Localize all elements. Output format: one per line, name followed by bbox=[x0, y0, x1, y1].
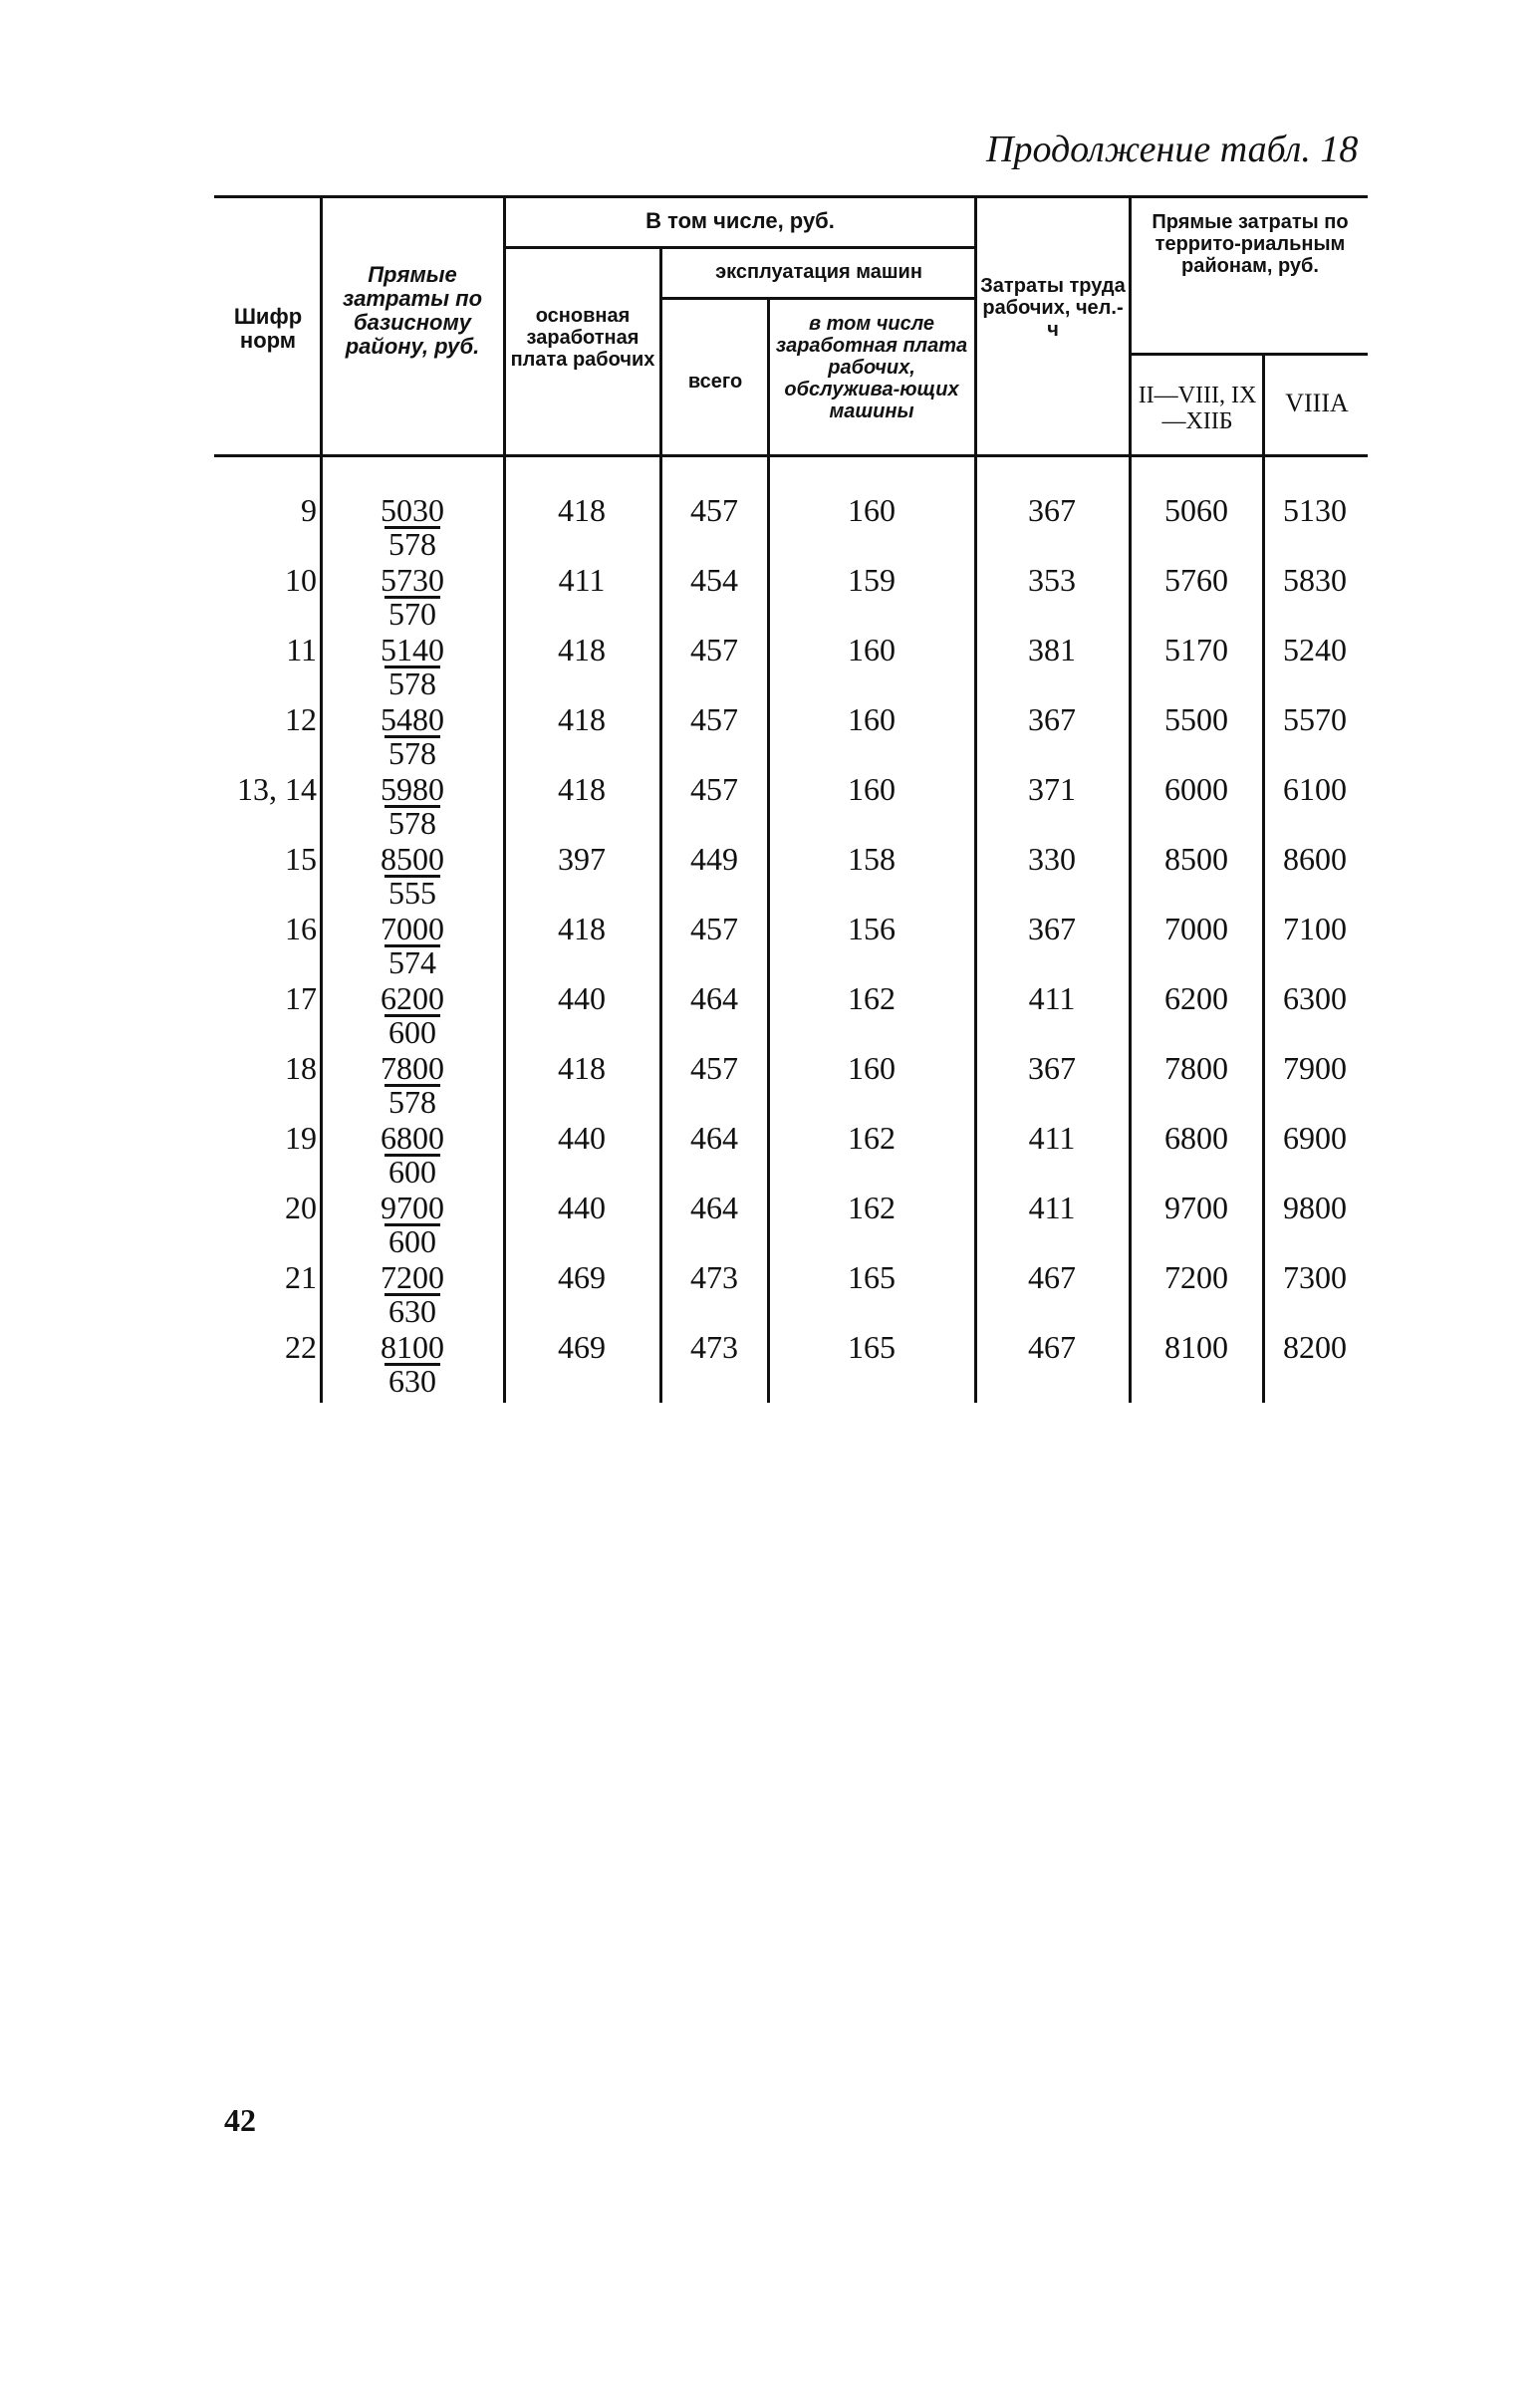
cell-base-fraction bbox=[325, 494, 500, 560]
cell-base-fraction bbox=[325, 634, 500, 699]
cell-code: 11 bbox=[286, 632, 317, 667]
cell-z2: 8200 bbox=[1283, 1329, 1347, 1365]
cell-z1: 6800 bbox=[1164, 1120, 1228, 1156]
cell-code: 20 bbox=[285, 1190, 317, 1225]
cell-base-fraction bbox=[325, 1192, 500, 1257]
cell-incl-wage: 162 bbox=[848, 1120, 896, 1156]
cell-incl-wage: 165 bbox=[848, 1259, 896, 1295]
cell-incl-wage: 162 bbox=[848, 980, 896, 1016]
header-labor: Затраты труда рабочих, чел.-ч bbox=[980, 275, 1126, 341]
cell-base-fraction bbox=[325, 1261, 500, 1327]
cell-code: 18 bbox=[285, 1050, 317, 1086]
base-cost-value: 6200 bbox=[381, 980, 444, 1016]
cell-wage: 418 bbox=[558, 771, 606, 807]
base-sub-value: 578 bbox=[385, 805, 440, 838]
cell-z2: 7900 bbox=[1283, 1050, 1347, 1086]
cell-total: 457 bbox=[690, 492, 738, 528]
cell-incl-wage: 160 bbox=[848, 632, 896, 667]
cell-incl-wage: 160 bbox=[848, 771, 896, 807]
table-top-rule bbox=[214, 195, 1368, 198]
header-incl: В том числе, руб. bbox=[645, 208, 835, 233]
cell-z1: 7000 bbox=[1164, 911, 1228, 946]
cell-z1: 7200 bbox=[1164, 1259, 1228, 1295]
cell-total: 464 bbox=[690, 1190, 738, 1225]
base-cost-value: 5480 bbox=[381, 701, 444, 737]
cell-code: 15 bbox=[285, 841, 317, 877]
cell-labor: 411 bbox=[1028, 980, 1076, 1016]
cell-total: 457 bbox=[690, 771, 738, 807]
base-sub-value: 574 bbox=[385, 944, 440, 977]
header-incl-wage bbox=[771, 313, 972, 422]
cell-z2: 7100 bbox=[1283, 911, 1347, 946]
cell-incl-wage: 162 bbox=[848, 1190, 896, 1225]
cell-z1: 5500 bbox=[1164, 701, 1228, 737]
cell-labor: 467 bbox=[1028, 1329, 1076, 1365]
cell-code: 21 bbox=[285, 1259, 317, 1295]
cell-labor: 411 bbox=[1028, 1120, 1076, 1156]
header-zone1 bbox=[1134, 383, 1261, 434]
cell-code: 10 bbox=[285, 562, 317, 598]
cell-total: 457 bbox=[690, 701, 738, 737]
cell-wage: 418 bbox=[558, 701, 606, 737]
cell-labor: 411 bbox=[1028, 1190, 1076, 1225]
cell-wage: 469 bbox=[558, 1259, 606, 1295]
base-cost-value: 8500 bbox=[381, 841, 444, 877]
cell-base-fraction bbox=[325, 1052, 500, 1118]
cell-labor: 371 bbox=[1028, 771, 1076, 807]
cell-total: 454 bbox=[690, 562, 738, 598]
cell-labor: 367 bbox=[1028, 701, 1076, 737]
cell-z1: 5170 bbox=[1164, 632, 1228, 667]
base-sub-value: 600 bbox=[385, 1223, 440, 1256]
base-cost-value: 5730 bbox=[381, 562, 444, 598]
base-sub-value: 555 bbox=[385, 875, 440, 908]
cell-wage: 418 bbox=[558, 492, 606, 528]
cell-base-fraction bbox=[325, 1331, 500, 1397]
base-cost-value: 5140 bbox=[381, 632, 444, 667]
base-sub-value: 570 bbox=[385, 596, 440, 629]
cell-labor: 330 bbox=[1028, 841, 1076, 877]
cell-z2: 6100 bbox=[1283, 771, 1347, 807]
base-cost-value: 7800 bbox=[381, 1050, 444, 1086]
header-bottom-rule bbox=[214, 454, 1368, 457]
cell-z2: 8600 bbox=[1283, 841, 1347, 877]
cell-z1: 6000 bbox=[1164, 771, 1228, 807]
machines-subrule bbox=[660, 297, 976, 300]
base-sub-value: 600 bbox=[385, 1014, 440, 1047]
cell-incl-wage: 159 bbox=[848, 562, 896, 598]
cell-incl-wage: 156 bbox=[848, 911, 896, 946]
cell-z2: 5830 bbox=[1283, 562, 1347, 598]
base-cost-value: 9700 bbox=[381, 1190, 444, 1225]
base-sub-value: 578 bbox=[385, 1084, 440, 1117]
header-wage: основная заработная плата рабочих bbox=[510, 305, 655, 371]
cell-incl-wage: 165 bbox=[848, 1329, 896, 1365]
cell-z2: 5570 bbox=[1283, 701, 1347, 737]
cell-labor: 367 bbox=[1028, 911, 1076, 946]
base-cost-value: 7000 bbox=[381, 911, 444, 946]
header-zone2-text: VIIIA bbox=[1285, 389, 1349, 417]
cell-z1: 8100 bbox=[1164, 1329, 1228, 1365]
cell-labor: 467 bbox=[1028, 1259, 1076, 1295]
cell-z2: 5130 bbox=[1283, 492, 1347, 528]
header-zone2 bbox=[1267, 389, 1367, 417]
table-caption: Продолжение табл. 18 bbox=[986, 129, 1359, 170]
cell-z1: 5760 bbox=[1164, 562, 1228, 598]
cell-base-fraction bbox=[325, 913, 500, 978]
cell-z2: 7300 bbox=[1283, 1259, 1347, 1295]
cell-z1: 9700 bbox=[1164, 1190, 1228, 1225]
header-direct-base-text: Прямые затраты по базисному району, руб. bbox=[342, 262, 483, 359]
cell-z1: 7800 bbox=[1164, 1050, 1228, 1086]
cell-wage: 418 bbox=[558, 911, 606, 946]
cell-code: 22 bbox=[285, 1329, 317, 1365]
cell-z1: 5060 bbox=[1164, 492, 1228, 528]
base-sub-value: 578 bbox=[385, 735, 440, 768]
cell-code: 19 bbox=[285, 1120, 317, 1156]
base-sub-value: 578 bbox=[385, 526, 440, 559]
header-incl-wage-text: в том числе заработная плата рабочих, обслужива-ющих машины bbox=[775, 313, 968, 422]
cell-wage: 440 bbox=[558, 980, 606, 1016]
cell-labor: 367 bbox=[1028, 1050, 1076, 1086]
cell-z1: 6200 bbox=[1164, 980, 1228, 1016]
cell-code: 17 bbox=[285, 980, 317, 1016]
base-cost-value: 5030 bbox=[381, 492, 444, 528]
cell-total: 464 bbox=[690, 1120, 738, 1156]
cell-wage: 440 bbox=[558, 1190, 606, 1225]
cell-base-fraction bbox=[325, 564, 500, 630]
header-territorial: Прямые затраты по террито-риальным районам, руб. bbox=[1152, 211, 1349, 277]
cell-z2: 5240 bbox=[1283, 632, 1347, 667]
cell-wage: 411 bbox=[558, 562, 606, 598]
cell-total: 457 bbox=[690, 1050, 738, 1086]
cell-z2: 6300 bbox=[1283, 980, 1347, 1016]
cell-code: 9 bbox=[301, 492, 317, 528]
cell-base-fraction bbox=[325, 703, 500, 769]
cell-incl-wage: 160 bbox=[848, 1050, 896, 1086]
base-sub-value: 630 bbox=[385, 1363, 440, 1396]
cell-total: 464 bbox=[690, 980, 738, 1016]
header-machines: эксплуатация машин bbox=[715, 261, 922, 283]
header-total: всего bbox=[687, 371, 743, 393]
cell-base-fraction bbox=[325, 843, 500, 909]
cell-total: 473 bbox=[690, 1329, 738, 1365]
base-cost-value: 7200 bbox=[381, 1259, 444, 1295]
col-divider-1 bbox=[320, 195, 323, 1403]
cell-labor: 367 bbox=[1028, 492, 1076, 528]
base-sub-value: 578 bbox=[385, 665, 440, 698]
cell-total: 473 bbox=[690, 1259, 738, 1295]
cell-total: 457 bbox=[690, 632, 738, 667]
cell-base-fraction bbox=[325, 982, 500, 1048]
page-number: 42 bbox=[224, 2102, 256, 2138]
cell-incl-wage: 160 bbox=[848, 701, 896, 737]
cell-wage: 397 bbox=[558, 841, 606, 877]
col-divider-3 bbox=[659, 246, 662, 1403]
cell-base-fraction bbox=[325, 1122, 500, 1188]
cell-wage: 469 bbox=[558, 1329, 606, 1365]
base-cost-value: 6800 bbox=[381, 1120, 444, 1156]
header-direct-base bbox=[325, 263, 500, 359]
cell-base-fraction bbox=[325, 773, 500, 839]
cell-total: 449 bbox=[690, 841, 738, 877]
base-cost-value: 5980 bbox=[381, 771, 444, 807]
base-cost-value: 8100 bbox=[381, 1329, 444, 1365]
cell-code: 12 bbox=[285, 701, 317, 737]
cell-z1: 8500 bbox=[1164, 841, 1228, 877]
cell-z2: 9800 bbox=[1283, 1190, 1347, 1225]
base-sub-value: 600 bbox=[385, 1154, 440, 1187]
territorial-subrule bbox=[1130, 353, 1368, 356]
cell-wage: 418 bbox=[558, 1050, 606, 1086]
cell-wage: 440 bbox=[558, 1120, 606, 1156]
header-code: Шифр норм bbox=[233, 304, 303, 353]
cell-incl-wage: 160 bbox=[848, 492, 896, 528]
cell-incl-wage: 158 bbox=[848, 841, 896, 877]
cell-labor: 381 bbox=[1028, 632, 1076, 667]
cell-total: 457 bbox=[690, 911, 738, 946]
base-sub-value: 630 bbox=[385, 1293, 440, 1326]
header-zone1-text: II—VIII, IX—XIIБ bbox=[1138, 383, 1257, 434]
cell-labor: 353 bbox=[1028, 562, 1076, 598]
incl-subrule bbox=[504, 246, 976, 249]
cell-code: 13, 14 bbox=[237, 771, 317, 807]
cell-z2: 6900 bbox=[1283, 1120, 1347, 1156]
cell-wage: 418 bbox=[558, 632, 606, 667]
cell-code: 16 bbox=[285, 911, 317, 946]
